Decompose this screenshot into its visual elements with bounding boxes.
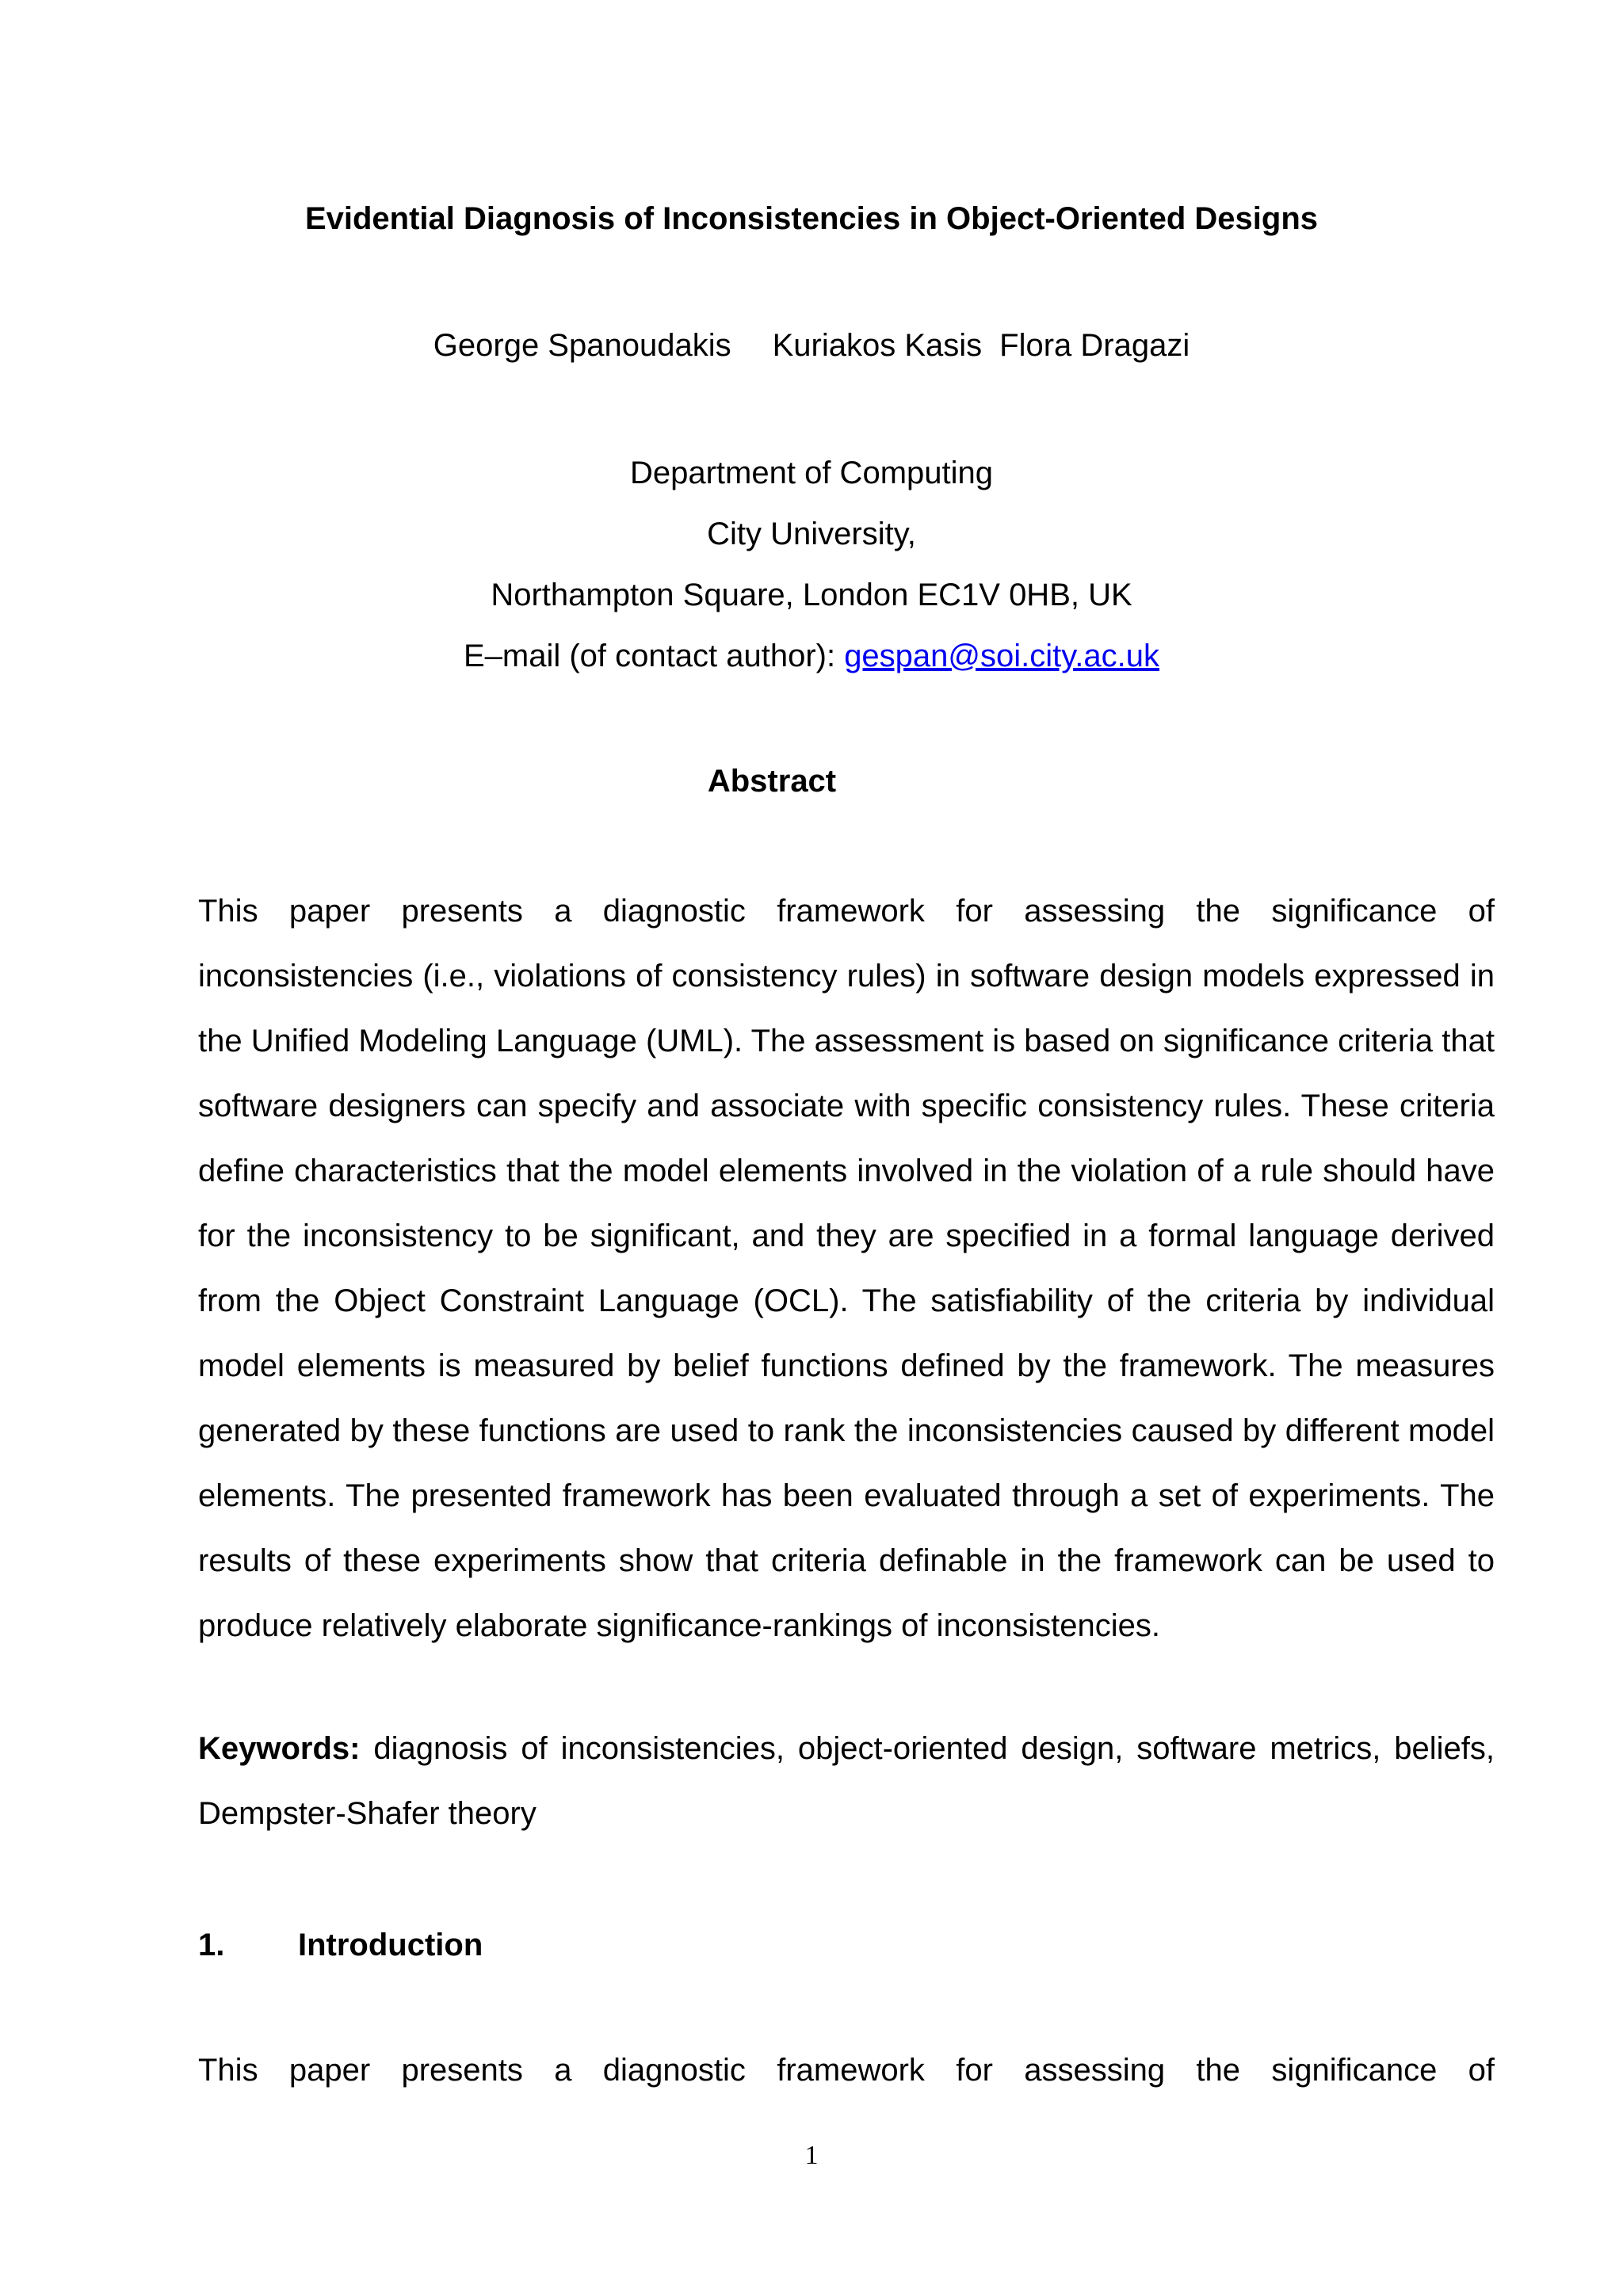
author-name: Flora Dragazi [999, 328, 1190, 363]
keywords-paragraph [198, 1716, 1495, 1846]
keywords-label: Keywords: [198, 1731, 361, 1766]
section-title: Introduction [298, 1928, 483, 1962]
paper-title: Evidential Diagnosis of Inconsistencies in Object-Oriented Designs [304, 201, 1319, 236]
affiliation-university: City University, [707, 517, 916, 551]
keywords-list: diagnosis of inconsistencies, object-oriented design, software metrics, beliefs, Dempster-Shafer theory [198, 1731, 1495, 1831]
abstract-heading: Abstract [707, 764, 837, 799]
author-name: Kuriakos Kasis [772, 328, 983, 363]
affiliation-email-line [0, 632, 1623, 680]
page-number: 1 [804, 2141, 819, 2170]
section-heading-introduction [198, 1921, 483, 1969]
email-link[interactable]: gespan@soi.city.ac.uk [844, 639, 1160, 673]
author-list [0, 322, 1623, 369]
intro-text: This paper presents a diagnostic framework for assessing the significance of [198, 2053, 1495, 2088]
affiliation-department: Department of Computing [629, 456, 993, 490]
email-prefix: E–mail (of contact author): [463, 639, 845, 673]
abstract-text: This paper presents a diagnostic framework for assessing the significance of inconsistencies (i.e., violations of consistency rules) in software design models expressed in the Unified Modeling Language (UML). The assessment is based on significance criteria that software designers can specify and associate with specific consistency rules. These criteria define characteristics that the model elements involved in the violation of a rule should have for the inconsistency to be significant, and they are specified in a formal language derived from the Object Constraint Language (OCL). The satisfiability of the criteria by individual model elements is measured by belief functions defined by the framework. The measures generated by these functions are used to rank the inconsistencies caused by different model elements. The presented framework has been evaluated through a set of experiments. The results of these experiments show that criteria definable in the framework can be used to produce relatively elaborate significance-rankings of inconsistencies. [198, 894, 1495, 1643]
section-number: 1. [198, 1928, 225, 1962]
intro-paragraph [198, 2038, 1495, 2103]
author-name: George Spanoudakis [433, 328, 731, 363]
affiliation-address: Northampton Square, London EC1V 0HB, UK [491, 578, 1132, 612]
